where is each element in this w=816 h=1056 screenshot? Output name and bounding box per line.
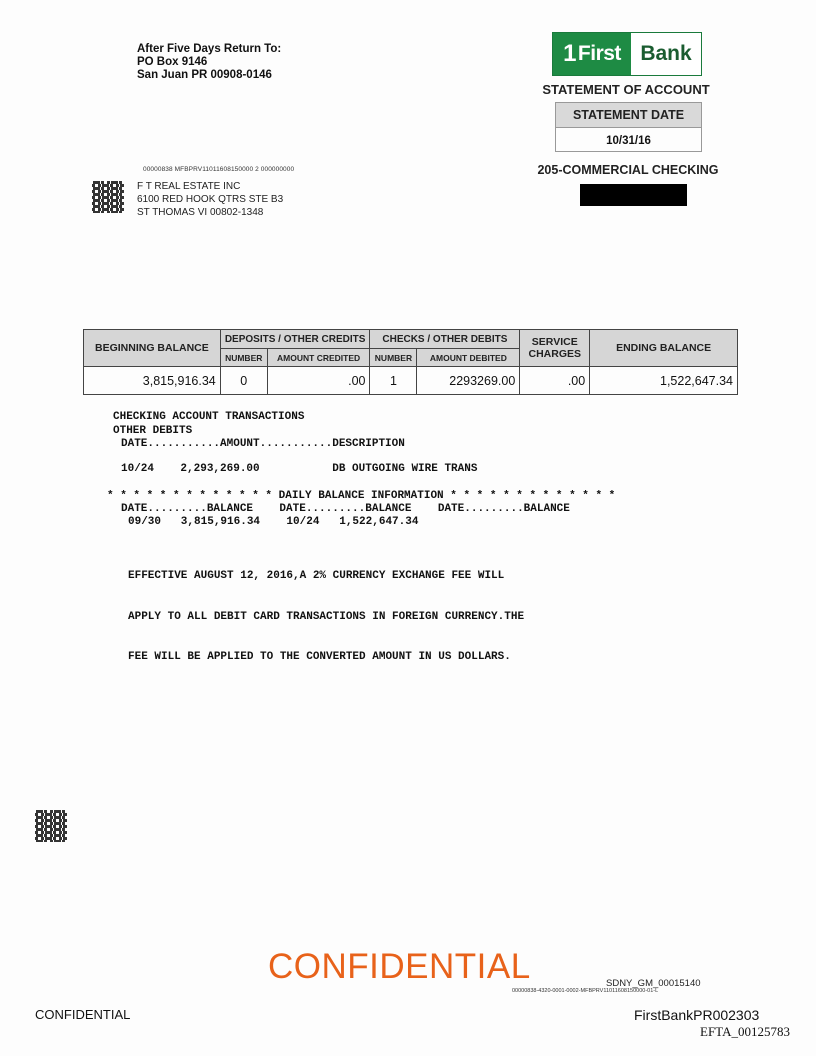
transactions-header: DATE...........AMOUNT...........DESCRIPTION <box>121 438 405 450</box>
bates-number: FirstBankPR002303 <box>634 1007 760 1023</box>
datamatrix-code-icon <box>35 810 67 842</box>
header-amount-debited: AMOUNT DEBITED <box>417 349 520 367</box>
logo-left-panel <box>553 33 631 75</box>
statement-date-value: 10/31/16 <box>606 134 651 147</box>
datamatrix-code-icon <box>92 181 124 213</box>
efta-number: EFTA_00125783 <box>700 1024 790 1039</box>
header-deposit-number: NUMBER <box>220 349 267 367</box>
account-type: 205-COMMERCIAL CHECKING <box>537 163 719 177</box>
logo-bank-text: Bank <box>640 42 692 65</box>
logo-number: 1 <box>563 40 576 67</box>
header-debit-number: NUMBER <box>370 349 417 367</box>
beginning-balance-value: 3,815,916.34 <box>84 367 221 395</box>
customer-name: F T REAL ESTATE INC <box>137 181 241 192</box>
confidential-stamp: CONFIDENTIAL <box>268 947 531 986</box>
return-address-line2: PO Box 9146 <box>137 56 208 68</box>
firstbank-logo <box>552 32 702 76</box>
redaction-bar <box>580 184 687 206</box>
debit-count-value: 1 <box>370 367 417 395</box>
daily-balance-title: * * * * * * * * * * * * * DAILY BALANCE INFORMATION * * * * * * * * * * * * * <box>107 490 616 502</box>
amount-debited-value: 2293269.00 <box>417 367 520 395</box>
header-checks: CHECKS / OTHER DEBITS <box>370 330 520 349</box>
transactions-subtitle: OTHER DEBITS <box>113 425 193 437</box>
transactions-title: CHECKING ACCOUNT TRANSACTIONS <box>113 411 305 423</box>
transaction-row: 10/24 2,293,269.00 DB OUTGOING WIRE TRANS <box>121 463 478 475</box>
header-beginning-balance: BEGINNING BALANCE <box>84 330 221 367</box>
ending-balance-value: 1,522,647.34 <box>590 367 738 395</box>
statement-date-box <box>555 102 702 152</box>
fee-notice-line2: APPLY TO ALL DEBIT CARD TRANSACTIONS IN FOREIGN CURRENCY.THE <box>128 610 525 623</box>
header-amount-credited: AMOUNT CREDITED <box>267 349 370 367</box>
customer-address <box>137 180 283 219</box>
logo-first-text: First <box>577 42 621 65</box>
header-ending-balance: ENDING BALANCE <box>590 330 738 367</box>
customer-city: ST THOMAS VI 00802-1348 <box>137 207 264 218</box>
fee-notice-line3: FEE WILL BE APPLIED TO THE CONVERTED AMOUNT IN US DOLLARS. <box>128 651 511 663</box>
customer-street: 6100 RED HOOK QTRS STE B3 <box>137 194 284 205</box>
header-service-charges: SERVICE CHARGES <box>520 330 590 367</box>
return-address-line1: After Five Days Return To: <box>137 43 282 55</box>
table-row <box>84 367 738 395</box>
fee-notice <box>128 543 524 678</box>
account-summary-table <box>83 329 738 395</box>
bates-number-small: SDNY_GM_00015140 <box>606 978 701 989</box>
amount-credited-value: .00 <box>267 367 370 395</box>
return-address <box>137 43 281 82</box>
deposit-count-value: 0 <box>220 367 267 395</box>
fee-notice-line1: EFFECTIVE AUGUST 12, 2016,A 2% CURRENCY EXCHANGE FEE WILL <box>128 570 505 582</box>
header-deposits: DEPOSITS / OTHER CREDITS <box>220 330 370 349</box>
return-address-line3: San Juan PR 00908-0146 <box>137 69 272 81</box>
statement-date-label: STATEMENT DATE <box>556 103 701 128</box>
service-charges-value: .00 <box>520 367 590 395</box>
mailer-id: 00000838 MFBPRV11011608150000 2 000000000 <box>143 166 295 173</box>
statement-heading: STATEMENT OF ACCOUNT <box>542 82 710 97</box>
confidential-label: CONFIDENTIAL <box>35 1007 131 1022</box>
footer-code: 00000838-4320-0001-0002-MFBPRV11011608150000-01-L <box>512 988 659 994</box>
daily-balance-header: DATE.........BALANCE DATE.........BALANCE DATE.........BALANCE <box>121 503 570 515</box>
daily-balance-row: 09/30 3,815,916.34 10/24 1,522,647.34 <box>128 516 419 528</box>
